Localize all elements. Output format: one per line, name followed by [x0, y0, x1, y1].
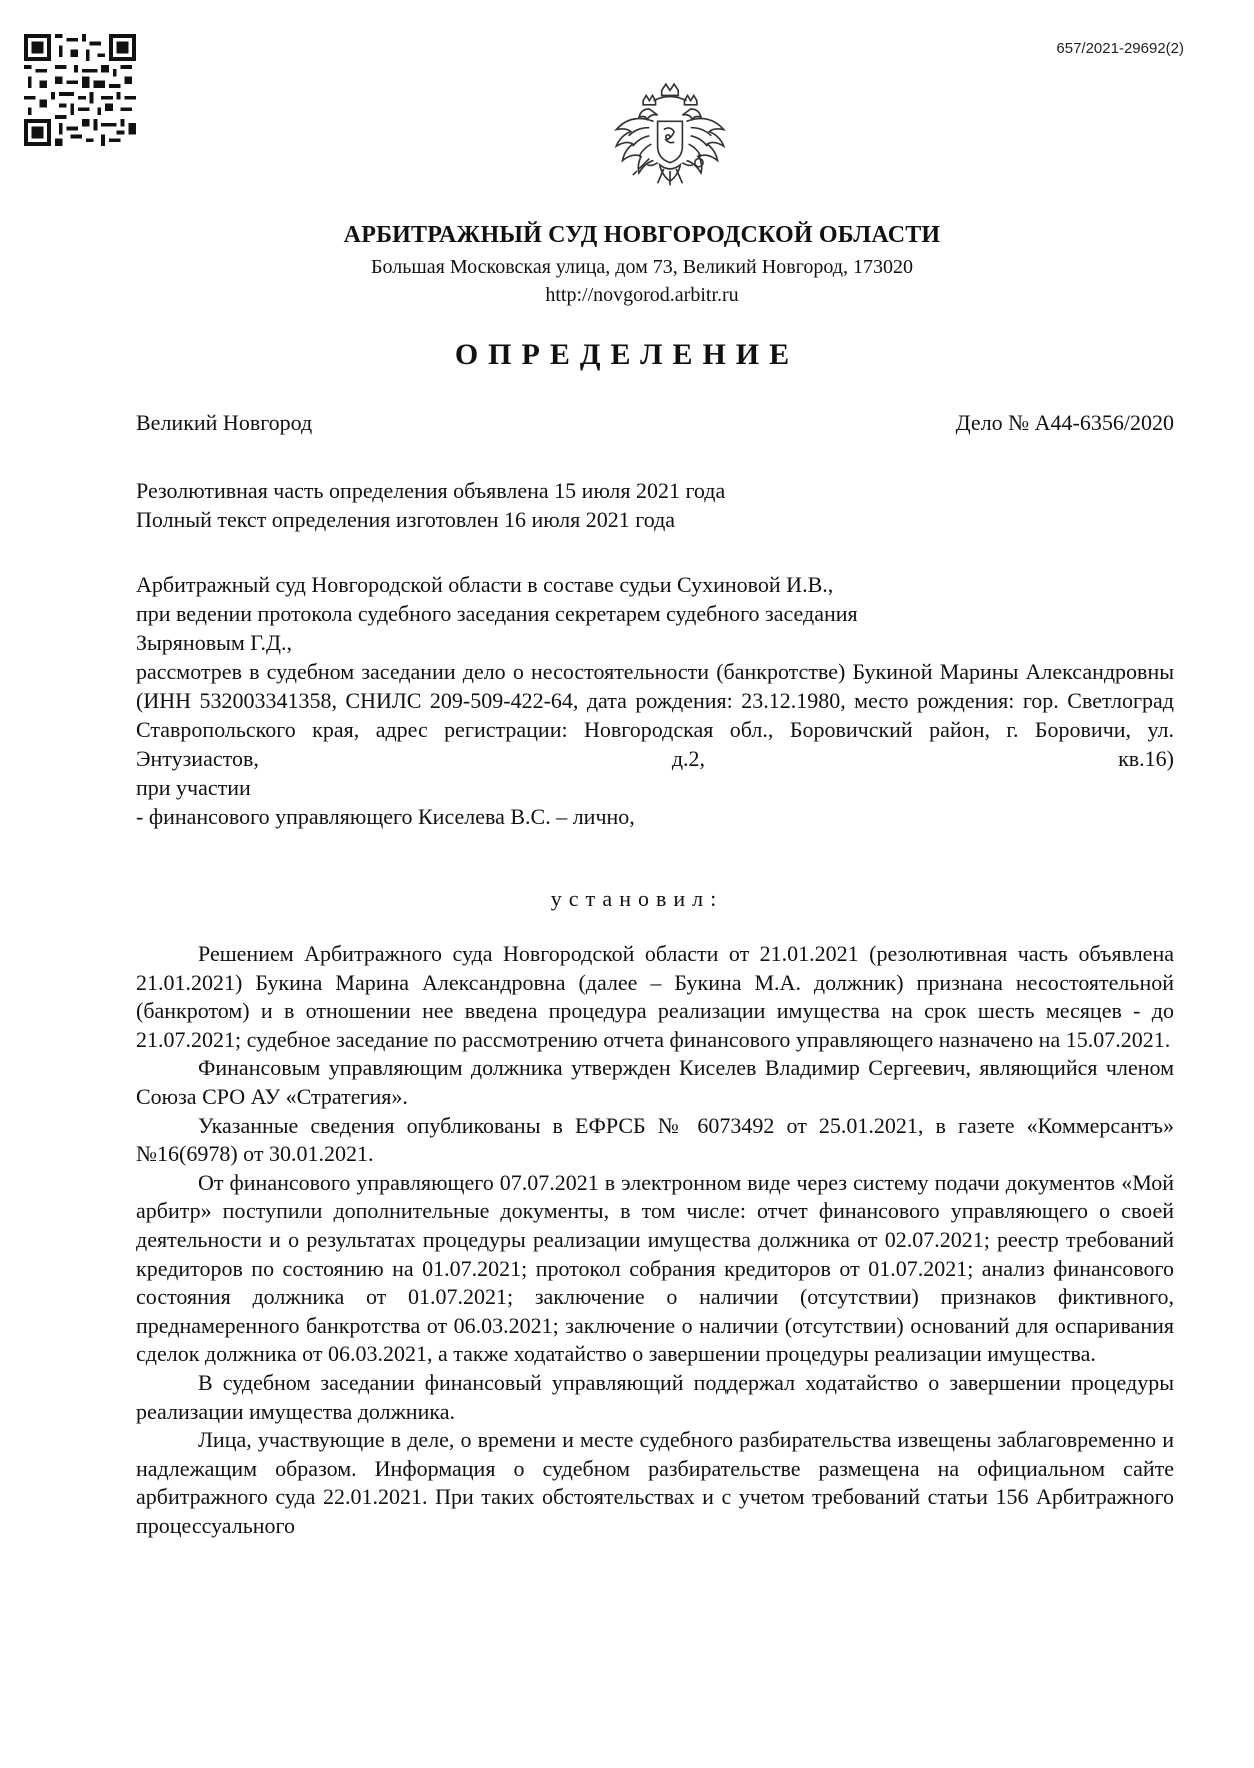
court-name: АРБИТРАЖНЫЙ СУД НОВГОРОДСКОЙ ОБЛАСТИ [343, 222, 941, 248]
body-paragraph: Указанные сведения опубликованы в ЕФРСБ № 6073492 от 25.01.2021, в газете «Коммерсантъ» №16(6978) от 30.01.2021. [136, 1112, 1174, 1167]
qr-code-icon [24, 34, 136, 146]
court-composition-line: Арбитражный суд Новгородской области в составе судьи Сухиновой И.В., [136, 572, 834, 597]
document-body [136, 940, 1174, 1540]
document-id: 657/2021-29692(2) [1056, 40, 1184, 57]
body-paragraph: Финансовым управляющим должника утвержден Киселев Владимир Сергеевич, являющийся членом Союза СРО АУ «Стратегия». [136, 1055, 1174, 1109]
city: Великий Новгород [136, 410, 313, 435]
secretary-name-line: Зыряновым Г.Д., [136, 630, 293, 655]
body-paragraph: От финансового управляющего 07.07.2021 в электронном виде через систему подачи документов «Мой арбитр» поступили дополнительные документы, в том числе: отчет финансового управляющего о своей деятельности и о результатах процедуры реализации имущества должника от 02.07.2021; реестр требований кредиторов по состоянию на 01.07.2021; протокол собрания кредиторов от 01.07.2021; анализ финансового состояния должника от 01.07.2021; заключение о наличии (отсутствии) признаков фиктивного, преднамеренного банкротства от 06.03.2021; заключение о наличии (отсутствии) оснований для оспаривания сделок должника от 06.03.2021, а также ходатайство о завершении процедуры реализации имущества. [136, 1169, 1174, 1367]
document-title: ОПРЕДЕЛЕНИЕ [454, 338, 800, 371]
body-paragraph: Лица, участвующие в деле, о времени и месте судебного разбирательства извещены заблаговременно и надлежащим образом. Информация о судебном разбирательстве размещена на официальном сайте арбитражного суда 22.01.2021. При таких обстоятельствах и с учетом требований статьи 156 Арбитражного процессуального [136, 1427, 1174, 1538]
court-address: Большая Московская улица, дом 73, Великий Новгород, 173020 [371, 256, 913, 278]
participant-line: - финансового управляющего Киселева В.С. – лично, [136, 804, 635, 829]
body-paragraph: Решением Арбитражного суда Новгородской области от 21.01.2021 (резолютивная часть объявлена 21.01.2021) Букина Марина Александровна (далее – Букина М.А. должник) признана несостоятельной (банкротом) и в отношении нее введена процедура реализации имущества на срок шесть месяцев - до 21.07.2021; судебное заседание по рассмотрению отчета финансового управляющего назначено на 15.07.2021. [136, 941, 1174, 1052]
case-number: Дело № А44-6356/2020 [955, 410, 1174, 435]
secretary-line: при ведении протокола судебного заседания секретарем судебного заседания [136, 601, 858, 626]
russian-coat-of-arms-icon [608, 80, 732, 204]
full-text-made-line: Полный текст определения изготовлен 16 июля 2021 года [136, 507, 676, 532]
intro-block [136, 570, 1174, 831]
decision-dates [136, 476, 1174, 534]
court-website-url[interactable]: http://novgorod.arbitr.ru [545, 284, 739, 306]
established-heading: установил: [550, 886, 724, 911]
resolution-announced-line: Резолютивная часть определения объявлена 15 июля 2021 года [136, 478, 726, 503]
participation-line: при участии [136, 775, 251, 800]
case-description: рассмотрев в судебном заседании дело о несостоятельности (банкротстве) Букиной Марины Александровны (ИНН 532003341358, СНИЛС 209-509-422-64, дата рождения: 23.12.1980, место рождения: гор. Светлоград Ставропольского края, адрес регистрации: Новгородская обл., Боровичский район, г. Боровичи, ул. Энтузиастов, д.2, кв.16) [136, 659, 1174, 771]
body-paragraph: В судебном заседании финансовый управляющий поддержал ходатайство о завершении процедуры реализации имущества должника. [136, 1369, 1174, 1424]
